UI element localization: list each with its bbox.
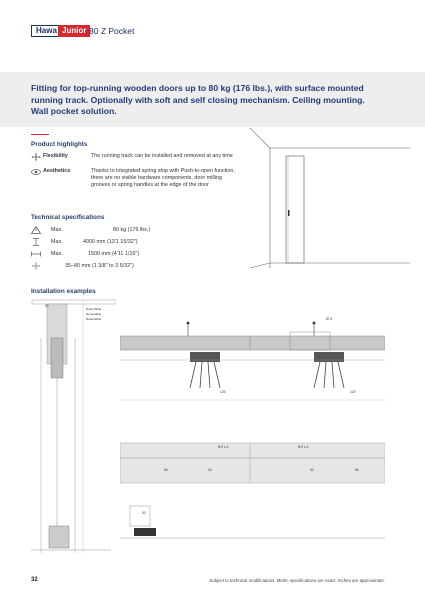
spec-row-weight bbox=[31, 226, 181, 235]
highlight-flexibility bbox=[31, 153, 251, 169]
highlight-name: Flexibility bbox=[43, 153, 68, 159]
spec-value: 1500 mm (4'11 1/16") bbox=[88, 251, 140, 257]
intro-text: Fitting for top-running wooden doors up to 80 kg (176 lbs.), with surface mounted running track. Optionally with soft and self closing mechanism. Ceiling mounting. Wall pocket solution. bbox=[31, 83, 365, 116]
dim-40-label: 40 bbox=[310, 468, 314, 472]
weight-icon bbox=[31, 226, 41, 234]
disclaimer-text: Subject to technical modifications. Metric specifications are exact. Inches are approximate. bbox=[209, 578, 385, 583]
spec-value: 35–80 mm (1 3/8" to 3 5/32") bbox=[65, 263, 134, 269]
dim-87-5-label: 87.5 bbox=[326, 317, 333, 321]
drawing-horizontal-section-a bbox=[120, 298, 250, 560]
dim-30-label: 30 bbox=[142, 511, 146, 515]
room-illustration bbox=[250, 128, 410, 268]
highlight-desc: The running track can be installed and removed at any time bbox=[91, 153, 233, 159]
dim-40-label: 40 bbox=[208, 468, 212, 472]
spec-value: 4000 mm (13'1 15/32") bbox=[83, 239, 138, 245]
highlight-desc: Thanks to integrated spring stop with Push-to-open function, there are no visible hardware components, door milling grooves or spring handles at the edge of the door bbox=[91, 168, 235, 188]
spec-label: Max. bbox=[51, 239, 63, 245]
spec-row-width bbox=[31, 250, 181, 259]
page-header bbox=[0, 0, 425, 70]
brand-junior: Junior bbox=[58, 25, 90, 37]
drawing-vertical-section bbox=[31, 298, 116, 560]
highlights-title: Product highlights bbox=[31, 141, 88, 148]
spec-label: Max. bbox=[51, 227, 63, 233]
specs-title: Technical specifications bbox=[31, 214, 105, 221]
removable-label: Removable bbox=[86, 312, 102, 316]
red-rule bbox=[31, 134, 49, 135]
dim-120-label: 120 bbox=[350, 390, 356, 394]
height-icon bbox=[31, 238, 41, 246]
detachable-label: Detachable bbox=[86, 307, 102, 311]
page-number: 32 bbox=[31, 577, 38, 583]
thickness-icon bbox=[31, 262, 41, 270]
eye-icon bbox=[31, 168, 41, 176]
dim-60-label: 60 bbox=[45, 304, 49, 308]
spec-label: Max. bbox=[51, 251, 63, 257]
brand-hawa: Hawa bbox=[31, 25, 62, 37]
spec-row-thickness bbox=[31, 262, 201, 271]
spec-value: 80 kg (176 lbs.) bbox=[113, 227, 151, 233]
width-icon bbox=[31, 250, 41, 258]
dim-bar1-label: Ø 0 x 3 bbox=[218, 445, 229, 449]
dim-120-label: 120 bbox=[220, 390, 226, 394]
drawing-horizontal-section-b bbox=[250, 298, 385, 560]
detachable2-label: Detachable bbox=[86, 317, 102, 321]
flexibility-icon bbox=[31, 153, 41, 161]
dim-bar2-label: Ø 0 x 3 bbox=[298, 445, 309, 449]
highlight-name: Aesthetics bbox=[43, 168, 71, 174]
dim-66-label: 66 bbox=[164, 468, 168, 472]
highlight-aesthetics bbox=[31, 168, 251, 198]
spec-row-height bbox=[31, 238, 181, 247]
product-name: 80 Z Pocket bbox=[89, 26, 135, 36]
dim-66-label: 66 bbox=[355, 468, 359, 472]
installation-title: Installation examples bbox=[31, 288, 96, 295]
